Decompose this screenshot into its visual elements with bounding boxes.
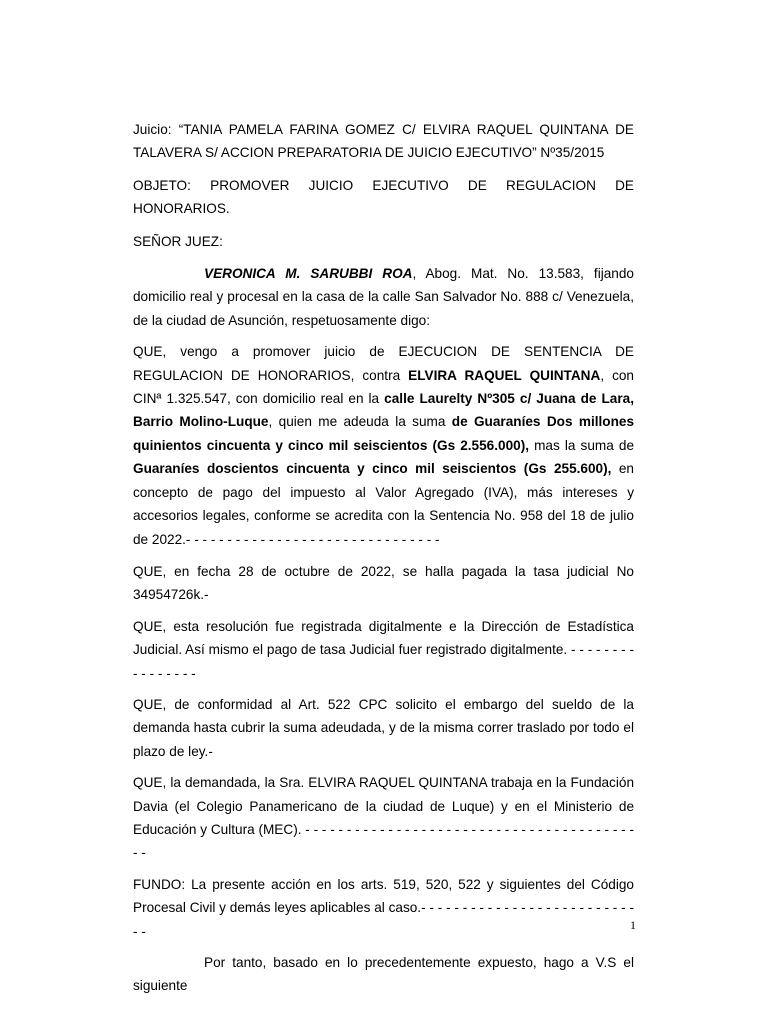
domicilio-address: calle Laurelty Nº305 c/ Juana de Lara, Barrio Molino-Luque (133, 391, 634, 430)
document-body (133, 118, 634, 998)
que-promover-text-3: , quien me adeuda la suma (268, 414, 452, 430)
que-registro-paragraph: QUE, esta resolución fue registrada digitalmente e la Dirección de Estadística Judicial. Así mismo el pago de tasa Judicial fuer registrado digitalmente. - - - - - - - - - - - - - - - - (133, 618, 634, 681)
lawyer-name: VERONICA M. SARUBBI ROA (204, 266, 413, 282)
monto-iva: Guaraníes doscientos cincuenta y cinco mil seiscientos (Gs 255.600), (133, 461, 612, 477)
que-promover-text-2: , con CINª 1.325.547, con domicilio real en la (133, 367, 634, 407)
que-promover-text-4: mas la suma de (529, 437, 635, 453)
que-promover-paragraph (133, 340, 634, 551)
juicio-line: Juicio: “TANIA PAMELA FARINA GOMEZ C/ ELVIRA RAQUEL QUINTANA DE TALAVERA S/ ACCION PREPARATORIA DE JUICIO EJECUTIVO” Nº35/2015 (133, 122, 634, 161)
fundo-paragraph: FUNDO: La presente acción en los arts. 519, 520, 522 y siguientes del Código Procesal Civil y demás leyes aplicables al caso.- - - - - - - - - - - - - - - - - - - - - - - - - - - - (133, 876, 634, 939)
que-promover-text-1: QUE, vengo a promover juicio de EJECUCION DE SENTENCIA DE REGULACION DE HONORARIOS, contra (133, 344, 634, 383)
objeto-line: OBJETO: PROMOVER JUICIO EJECUTIVO DE REGULACION DE HONORARIOS. (133, 177, 634, 217)
salutation: SEÑOR JUEZ: (133, 233, 223, 249)
page-number: 1 (630, 918, 636, 932)
que-demandada-paragraph: QUE, la demandada, la Sra. ELVIRA RAQUEL QUINTANA trabaja en la Fundación Davia (el Colegio Panamericano de la ciudad de Luque) y en el Ministerio de Educación y Cultura (MEC). - - - - - - - - - - - - - - - - - - - - - - - - - - - - - - - - - - - - - - - - - - (133, 775, 634, 861)
intro-paragraph (133, 262, 634, 332)
que-embargo-paragraph: QUE, de conformidad al Art. 522 CPC solicito el embargo del sueldo de la demanda hasta cubrir la suma adeudada, y de la misma correr traslado por todo el plazo de ley.- (133, 696, 634, 759)
que-promover-text-5: en concepto de pago del impuesto al Valor Agregado (IVA), más intereses y accesorios legales, conforme se acredita con la Sentencia No. 958 del 18 de julio de 2022.- - - - - - - - - - - - - - - - - - - - - - - - - - - - - - - (133, 461, 634, 547)
por-tanto-paragraph: Por tanto, basado en lo precedentemente expuesto, hago a V.S el siguiente (133, 955, 634, 994)
demandada-name: ELVIRA RAQUEL QUINTANA (408, 367, 601, 383)
intro-text: , Abog. Mat. No. 13.583, fijando domicilio real y procesal en la casa de la calle San Salvador No. 888 c/ Venezuela, de la ciudad de Asunción, respetuosamente digo: (133, 266, 634, 328)
que-tasa-paragraph: QUE, en fecha 28 de octubre de 2022, se halla pagada la tasa judicial No 34954726k.- (133, 563, 634, 603)
monto-principal: de Guaraníes Dos millones quinientos cincuenta y cinco mil seiscientos (Gs 2.556.000), (133, 414, 635, 453)
